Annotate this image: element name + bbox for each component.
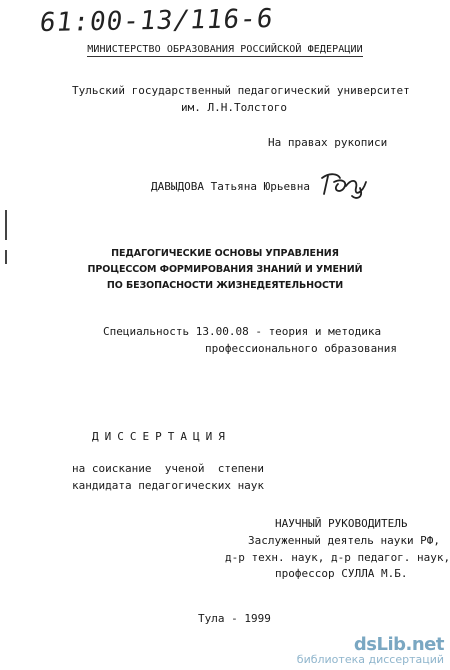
watermark-logo-text: dsLib.net [353,634,444,655]
scan-edge-mark [5,250,7,264]
title-line-2: ПРОЦЕССОМ ФОРМИРОВАНИЯ ЗНАНИЙ И УМЕНИЙ [87,264,363,275]
watermark [297,634,444,666]
scan-edge-mark [5,210,7,240]
handwritten-catalog-code: 61:00-13/116-6 [37,3,276,39]
author-name: ДАВЫДОВА Татьяна Юрьевна [151,180,310,193]
supervisor-line-1: Заслуженный деятель науки РФ, [248,534,441,547]
ministry-text: МИНИСТЕРСТВО ОБРАЗОВАНИЯ РОССИЙСКОЙ ФЕДЕРАЦИИ [87,44,363,55]
ministry-heading [0,44,450,55]
dissertation-label: ДИССЕРТАЦИЯ [92,430,231,443]
specialty-line-1: Специальность 13.00.08 - теория и методика [103,325,382,338]
dissertation-title [0,246,450,294]
title-line-3: ПО БЕЗОПАСНОСТИ ЖИЗНЕДЕЯТЕЛЬНОСТИ [106,280,344,291]
degree-line-2: кандидата педагогических наук [72,479,265,492]
title-line-1: ПЕДАГОГИЧЕСКИЕ ОСНОВЫ УПРАВЛЕНИЯ [111,248,339,259]
manuscript-rights: На правах рукописи [268,136,388,149]
city-year: Тула - 1999 [198,612,271,625]
supervisor-line-3: профессор СУЛЛА М.Б. [275,567,408,580]
university-line-2: им. Л.Н.Толстого [181,101,287,114]
degree-line-1: на соискание ученой степени [72,462,265,475]
university-line-1: Тульский государственный педагогический университет [72,84,410,97]
watermark-subtitle: библиотека диссертаций [296,653,444,666]
handwritten-signature [316,168,376,200]
specialty-line-2: профессионального образования [205,342,398,355]
supervisor-line-2: д-р техн. наук, д-р педагог. наук, [225,551,450,564]
supervisor-heading: НАУЧНЫЙ РУКОВОДИТЕЛЬ [275,517,408,530]
